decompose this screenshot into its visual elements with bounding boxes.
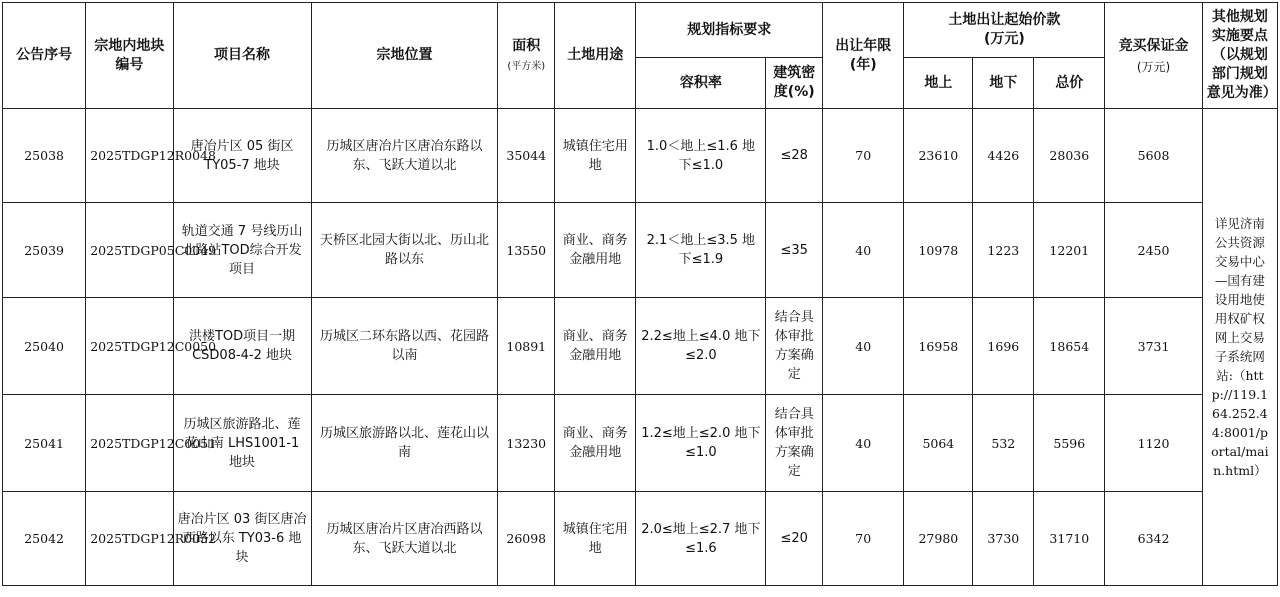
price-below-cell: 1223 [973, 203, 1034, 298]
land-use-cell: 商业、商务金融用地 [555, 395, 636, 492]
price-above-cell: 5064 [904, 395, 973, 492]
price-total-cell: 31710 [1034, 492, 1105, 586]
price-total-cell: 12201 [1034, 203, 1105, 298]
price-below-cell: 4426 [973, 109, 1034, 203]
deposit-unit: (万元) [1136, 60, 1171, 74]
col-header-land-use: 土地用途 [555, 3, 636, 109]
notice-no-cell: 25040 [3, 298, 86, 395]
col-header-price-total: 总价 [1034, 58, 1105, 109]
deposit-cell: 3731 [1105, 298, 1202, 395]
deposit-cell: 1120 [1105, 395, 1202, 492]
price-below-cell: 3730 [973, 492, 1034, 586]
project-name-cell: 唐冶片区 05 街区 TY05-7 地块 [173, 109, 311, 203]
parcel-code-cell: 2025TDGP05C0049 [86, 203, 173, 298]
col-header-area [498, 3, 555, 109]
col-header-planning: 规划指标要求 [636, 3, 823, 58]
col-header-density: 建筑密度(%) [766, 58, 823, 109]
col-header-start-price [904, 3, 1105, 58]
density-cell: ≤20 [766, 492, 823, 586]
col-header-deposit [1105, 3, 1202, 109]
deposit-cell: 5608 [1105, 109, 1202, 203]
table-row [3, 203, 1278, 298]
density-cell: 结合具体审批方案确定 [766, 395, 823, 492]
far-cell: 2.1＜地上≤3.5 地下≤1.9 [636, 203, 766, 298]
price-above-cell: 16958 [904, 298, 973, 395]
density-cell: ≤35 [766, 203, 823, 298]
price-above-cell: 27980 [904, 492, 973, 586]
col-header-other: 其他规划实施要点（以规划部门规划意见为准） [1202, 3, 1277, 109]
area-cell: 26098 [498, 492, 555, 586]
far-cell: 1.0＜地上≤1.6 地下≤1.0 [636, 109, 766, 203]
term-cell: 40 [823, 298, 904, 395]
term-label: 出让年限 [835, 37, 892, 54]
area-label: 面积 [512, 38, 541, 54]
parcel-code-cell: 2025TDGP12R0052 [86, 492, 173, 586]
col-header-project-name: 项目名称 [173, 3, 311, 109]
table-row [3, 395, 1278, 492]
area-unit: (平方米) [507, 61, 546, 72]
col-header-notice-no: 公告序号 [3, 3, 86, 109]
col-header-location: 宗地位置 [311, 3, 498, 109]
location-cell: 历城区旅游路以北、莲花山以南 [311, 395, 498, 492]
price-total-cell: 28036 [1034, 109, 1105, 203]
term-unit: (年) [849, 56, 877, 73]
location-cell: 历城区二环东路以西、花园路以南 [311, 298, 498, 395]
location-cell: 历城区唐冶片区唐冶西路以东、飞跃大道以北 [311, 492, 498, 586]
land-use-cell: 城镇住宅用地 [555, 109, 636, 203]
price-total-cell: 18654 [1034, 298, 1105, 395]
density-cell: 结合具体审批方案确定 [766, 298, 823, 395]
far-cell: 2.2≤地上≤4.0 地下≤2.0 [636, 298, 766, 395]
price-total-cell: 5596 [1034, 395, 1105, 492]
project-name-cell: 历城区旅游路北、莲花山南 LHS1001-1 地块 [173, 395, 311, 492]
header-row-top [3, 3, 1278, 58]
deposit-label: 竞买保证金 [1118, 38, 1189, 54]
project-name-cell: 轨道交通 7 号线历山北路站TOD综合开发项目 [173, 203, 311, 298]
price-below-cell: 1696 [973, 298, 1034, 395]
col-header-parcel-code: 宗地内地块编号 [86, 3, 173, 109]
land-use-cell: 商业、商务金融用地 [555, 203, 636, 298]
land-transfer-table [2, 2, 1278, 586]
area-cell: 35044 [498, 109, 555, 203]
area-cell: 13550 [498, 203, 555, 298]
parcel-code-cell: 2025TDGP12R0048 [86, 109, 173, 203]
parcel-code-cell: 2025TDGP12C0050 [86, 298, 173, 395]
deposit-cell: 2450 [1105, 203, 1202, 298]
table-row [3, 492, 1278, 586]
col-header-price-above: 地上 [904, 58, 973, 109]
land-use-cell: 城镇住宅用地 [555, 492, 636, 586]
area-cell: 13230 [498, 395, 555, 492]
project-name-cell: 唐冶片区 03 街区唐冶西路以东 TY03-6 地块 [173, 492, 311, 586]
area-cell: 10891 [498, 298, 555, 395]
price-above-cell: 10978 [904, 203, 973, 298]
start-price-unit: (万元) [983, 31, 1025, 47]
price-above-cell: 23610 [904, 109, 973, 203]
notice-no-cell: 25042 [3, 492, 86, 586]
start-price-label: 土地出让起始价款 [948, 12, 1061, 28]
price-below-cell: 532 [973, 395, 1034, 492]
term-cell: 70 [823, 109, 904, 203]
deposit-cell: 6342 [1105, 492, 1202, 586]
term-cell: 70 [823, 492, 904, 586]
col-header-price-below: 地下 [973, 58, 1034, 109]
project-name-cell: 洪楼TOD项目一期 CSD08-4-2 地块 [173, 298, 311, 395]
table-row [3, 109, 1278, 203]
other-requirements-cell: 详见济南公共资源交易中心—国有建设用地使用权矿权网上交易子系统网站:（http://119.164.252.44:8001/portal/main.html） [1202, 109, 1277, 586]
notice-no-cell: 25039 [3, 203, 86, 298]
term-cell: 40 [823, 203, 904, 298]
location-cell: 天桥区北园大街以北、历山北路以东 [311, 203, 498, 298]
notice-no-cell: 25038 [3, 109, 86, 203]
col-header-term [823, 3, 904, 109]
land-use-cell: 商业、商务金融用地 [555, 298, 636, 395]
table-row [3, 298, 1278, 395]
far-cell: 2.0≤地上≤2.7 地下≤1.6 [636, 492, 766, 586]
col-header-far: 容积率 [636, 58, 766, 109]
notice-no-cell: 25041 [3, 395, 86, 492]
parcel-code-cell: 2025TDGP12C0051 [86, 395, 173, 492]
density-cell: ≤28 [766, 109, 823, 203]
term-cell: 40 [823, 395, 904, 492]
far-cell: 1.2≤地上≤2.0 地下≤1.0 [636, 395, 766, 492]
location-cell: 历城区唐冶片区唐冶东路以东、飞跃大道以北 [311, 109, 498, 203]
